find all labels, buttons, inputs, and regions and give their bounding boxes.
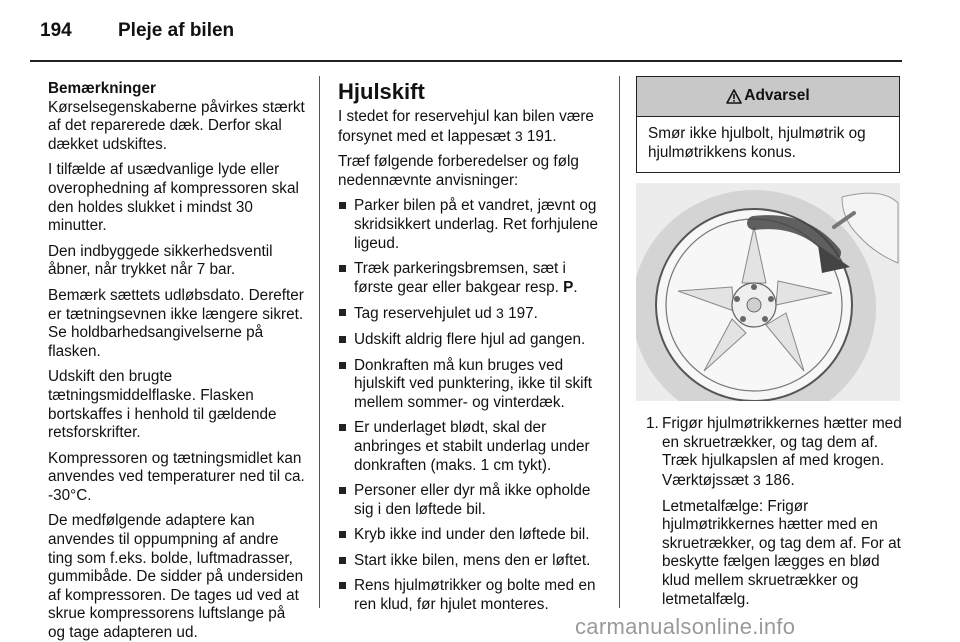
column-divider xyxy=(619,76,620,608)
intro-paragraph xyxy=(338,108,604,146)
page-header xyxy=(30,12,902,52)
list-item xyxy=(338,577,604,614)
step-note: Letmetalfælge: Frigør hjulmøtrikkernes hætter med en skruetrækker, og tag dem af. For at beskytte fælgen lægges en blød klud mellem skruetrækker og letmetalfælg. xyxy=(662,497,901,608)
warning-header xyxy=(637,77,899,117)
step-body: Frigør hjulmøtrikkernes hætter med en skruetrækker, og tag dem af. Træk hjulkapslen af med krogen. Værktøjssæt xyxy=(662,415,902,489)
column-divider xyxy=(319,76,320,608)
list-item xyxy=(338,357,604,413)
page-ref[interactable]: 186. xyxy=(764,471,795,489)
bullet-icon xyxy=(339,531,346,538)
notes-heading: Bemærkninger xyxy=(48,80,156,97)
page-ref-icon: 3 xyxy=(496,305,504,322)
list-item xyxy=(338,260,604,297)
bullet-icon xyxy=(339,265,346,272)
intro-text: I stedet for reservehjul kan bilen være forsynet med et lappesæt xyxy=(338,108,594,145)
note-paragraph: Bemærk sættets udløbsdato. Derefter er tætningsevnen ikke længere sikret. Se holdbarhedsangivelserne på flasken. xyxy=(48,286,304,360)
wheel-illustration xyxy=(636,183,900,401)
list-item xyxy=(338,419,604,475)
watermark: carmanualsonline.info xyxy=(575,614,796,639)
intro-ref[interactable]: 191. xyxy=(526,127,557,145)
note-paragraph: Den indbyggede sikkerhedsventil åbner, når trykket når 7 bar. xyxy=(48,242,273,279)
note-paragraph: I tilfælde af usædvanlige lyde eller overophedning af kompressoren skal den holdes slukket i mindst 30 minutter. xyxy=(48,161,299,235)
note-paragraph: Udskift den brugte tætningsmiddelflaske. Flasken bortskaffes i henhold til gældende retsforskrifter. xyxy=(48,368,277,442)
chapter-title: Pleje af bilen xyxy=(118,20,235,41)
bullet-icon xyxy=(339,336,346,343)
bullet-icon xyxy=(339,582,346,589)
step-text xyxy=(662,415,904,490)
list-item-text: Kryb ikke ind under den løftede bil. xyxy=(354,526,590,544)
list-item xyxy=(338,331,604,350)
bullet-icon xyxy=(339,202,346,209)
instruction-list xyxy=(338,197,604,614)
warning-box xyxy=(636,76,900,173)
list-item-text: Udskift aldrig flere hjul ad gangen. xyxy=(354,330,586,348)
page-ref[interactable]: 197. xyxy=(508,305,538,323)
wheel-change-column xyxy=(338,80,604,622)
bullet-icon xyxy=(339,424,346,431)
gear-p-label: P xyxy=(563,278,574,296)
procedure-steps xyxy=(636,415,904,609)
note-paragraph: Kompressoren og tætningsmidlet kan anvendes ved temperaturer ned til ca. -30°C. xyxy=(48,449,305,504)
list-item-text: Donkraften må kun bruges ved hjulskift ved punktering, ikke til skift mellem sommer- og vinterdæk. xyxy=(354,356,593,411)
note-paragraph: Kørselsegenskaberne påvirkes stærkt af det reparerede dæk. Derfor skal dækket udskiftes. xyxy=(48,98,305,153)
list-item-text: Parker bilen på et vandret, jævnt og skridsikkert underlag. Ret forhjulene ligeud. xyxy=(354,197,599,252)
prep-paragraph: Træf følgende forberedelser og følg nedennævnte anvisninger: xyxy=(338,153,579,189)
list-item xyxy=(338,304,604,324)
list-item-end: . xyxy=(573,278,578,296)
list-item-text: Rens hjulmøtrikker og bolte med en ren klud, før hjulet monteres. xyxy=(354,577,596,614)
list-item xyxy=(338,482,604,519)
list-item-text: Er underlaget blødt, skal der anbringes et stabilt underlag under donkraften (maks. 1 cm tykt). xyxy=(354,419,590,474)
list-item xyxy=(338,526,604,545)
note-paragraph: De medfølgende adaptere kan anvendes til oppumpning af andre ting som f.eks. bolde, luftmadrasser, gummibåde. De sidder på undersiden af kompressoren. De tages ud ved at skrue kompressorens luftslange på og tage adapteren ud. xyxy=(48,512,304,642)
page-ref-icon: 3 xyxy=(752,471,761,488)
warning-text: Smør ikke hjulbolt, hjulmøtrik og hjulmøtrikkens konus. xyxy=(648,125,866,161)
procedure-column xyxy=(636,76,904,616)
bullet-icon xyxy=(339,362,346,369)
list-item-text: Tag reservehjulet ud xyxy=(354,305,492,323)
notes-column xyxy=(48,80,306,642)
list-item xyxy=(338,552,604,571)
hubcap-removal-image xyxy=(636,183,900,401)
warning-triangle-icon xyxy=(726,89,742,104)
warning-title: Advarsel xyxy=(744,87,810,105)
bullet-icon xyxy=(339,557,346,564)
section-title: Hjulskift xyxy=(338,79,425,104)
page-ref-icon: 3 xyxy=(514,127,523,144)
list-item-text: Personer eller dyr må ikke opholde sig i den løftede bil. xyxy=(354,482,591,518)
list-item-text: Start ikke bilen, mens den er løftet. xyxy=(354,551,591,569)
list-item-text: Træk parkeringsbremsen, sæt i første gear eller bakgear resp. xyxy=(354,260,566,296)
page-number: 194 xyxy=(40,20,72,41)
list-item xyxy=(338,197,604,253)
header-rule xyxy=(30,60,902,62)
bullet-icon xyxy=(339,487,346,494)
bullet-icon xyxy=(339,309,346,316)
step-number: 1. xyxy=(646,415,659,433)
step-item xyxy=(636,415,904,609)
